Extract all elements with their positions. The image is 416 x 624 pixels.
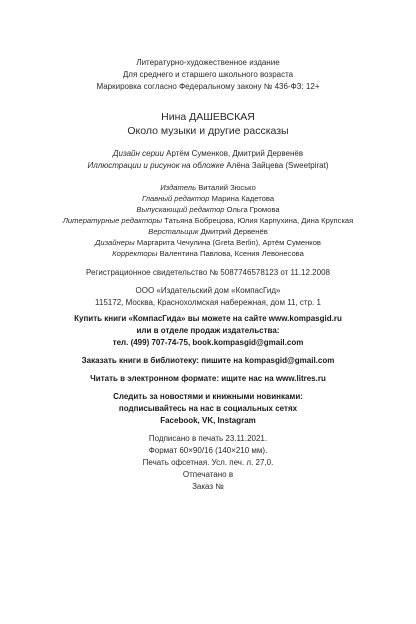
credit-role: Дизайнеры bbox=[95, 238, 135, 247]
print-signed: Подписано в печать 23.11.2021. bbox=[148, 434, 268, 443]
publisher-address: 115172, Москва, Краснохолмская набережная, дом 11, стр. 1 bbox=[95, 298, 321, 307]
credit-names: Алёна Зайцева (Sweetpirat) bbox=[226, 161, 329, 170]
credit-role: Иллюстрации и рисунок на обложке bbox=[87, 161, 225, 170]
social-line2: подписывайтесь на нас в социальных сетях bbox=[118, 404, 298, 413]
credit-layout bbox=[0, 227, 416, 237]
credit-names: Маргарита Чечулина (Greta Berlin), Артём Суменков bbox=[136, 238, 321, 247]
print-order: Заказ № bbox=[192, 482, 224, 491]
credit-names: Татьяна Бобрецова, Юлия Карпухина, Дина Крупская bbox=[164, 216, 354, 225]
credit-names: Ольга Громова bbox=[226, 205, 280, 214]
book-title: Около музыки и другие рассказы bbox=[127, 125, 289, 137]
credit-role: Выпускающий редактор bbox=[136, 205, 225, 214]
credit-role: Корректоры bbox=[112, 249, 158, 258]
buy-books-line3: тел. (499) 707-74-75, book.kompasgid@gmail.com bbox=[112, 338, 304, 347]
credit-series-design bbox=[0, 149, 416, 159]
credit-names: Виталий Зюсько bbox=[198, 183, 256, 192]
ebook-info: Читать в электронном формате: ищите нас на www.litres.ru bbox=[90, 374, 326, 383]
credit-names: Валентина Павлова, Ксения Левонесова bbox=[159, 249, 304, 258]
credit-names: Артём Суменков, Дмитрий Дервенёв bbox=[166, 149, 304, 158]
credit-publisher bbox=[0, 183, 416, 193]
social-line3: Facebook, VK, Instagram bbox=[160, 416, 256, 425]
print-printed-in: Отпечатано в bbox=[182, 470, 234, 479]
edition-age: Для среднего и старшего школьного возраста bbox=[122, 70, 294, 79]
edition-marking: Маркировка согласно Федеральному закону № 436-ФЗ: 12+ bbox=[96, 82, 320, 91]
credit-role: Дизайн серии bbox=[112, 149, 164, 158]
social-line1: Следить за новостями и книжными новинками: bbox=[113, 392, 303, 401]
publisher-name: ООО «Издательский дом «КомпасГид» bbox=[135, 286, 281, 295]
credit-issuing-editor bbox=[0, 205, 416, 215]
credit-names: Дмитрий Дервенёв bbox=[200, 227, 268, 236]
credit-role: Верстальщик bbox=[148, 227, 199, 236]
buy-books-line1: Купить книги «КомпасГида» вы можете на сайте www.kompasgid.ru bbox=[74, 314, 342, 323]
credit-designers bbox=[0, 238, 416, 248]
credit-names: Марина Кадетова bbox=[211, 194, 275, 203]
credit-illustrations bbox=[0, 161, 416, 171]
edition-genre: Литературно-художественное издание bbox=[136, 58, 280, 67]
credit-literary-editors bbox=[0, 216, 416, 226]
buy-books-line2: или в отделе продаж издательства: bbox=[136, 326, 280, 335]
credit-role: Издатель bbox=[160, 183, 197, 192]
registration-certificate: Регистрационное свидетельство № 5087746578123 от 11.12.2008 bbox=[86, 268, 330, 277]
credit-role: Литературные редакторы bbox=[62, 216, 163, 225]
credit-proofreaders bbox=[0, 249, 416, 259]
print-method: Печать офсетная. Усл. печ. л. 27,0. bbox=[142, 458, 274, 467]
library-order: Заказать книги в библиотеку: пишите на kompasgid@gmail.com bbox=[81, 356, 335, 365]
credit-editor-in-chief bbox=[0, 194, 416, 204]
credit-role: Главный редактор bbox=[141, 194, 210, 203]
book-author: Нина ДАШЕВСКАЯ bbox=[161, 111, 255, 123]
print-format: Формат 60×90/16 (140×210 мм). bbox=[148, 446, 268, 455]
